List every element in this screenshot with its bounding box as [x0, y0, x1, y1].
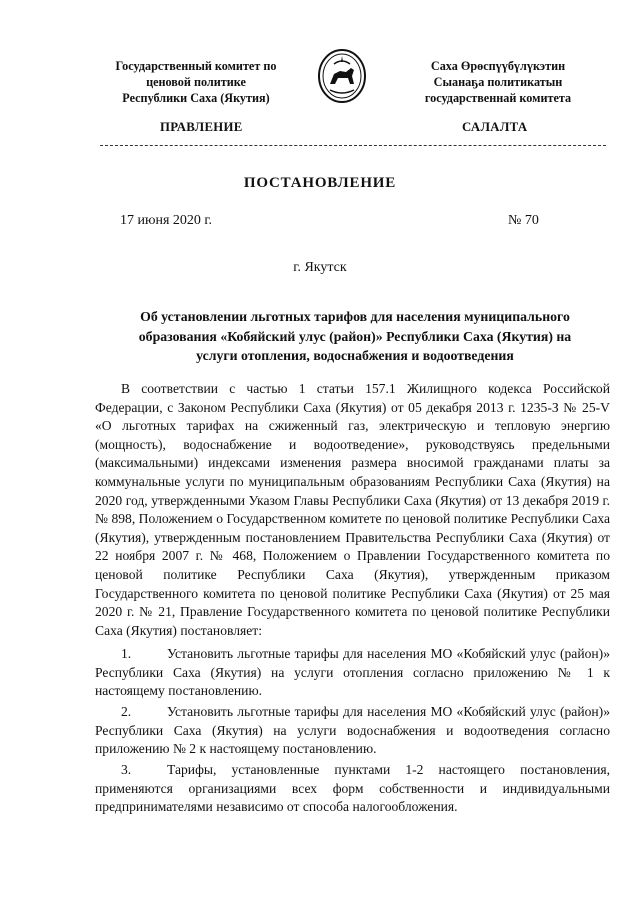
- header-right-line: государственнай комитета: [424, 91, 572, 105]
- header-divider: [100, 145, 606, 146]
- header-right-line: Саха Өрөспүүбүлүкэтин: [430, 59, 566, 73]
- item-number: 2.: [121, 704, 132, 719]
- preamble-paragraph: [95, 380, 610, 640]
- document-number: № 70: [508, 213, 539, 228]
- dept-label-right: САЛАЛТА: [462, 120, 528, 134]
- header-left-line: Государственный комитет по: [115, 59, 277, 73]
- document-title: [100, 307, 610, 366]
- title-line: услуги отопления, водоснабжения и водоотведения: [196, 348, 514, 363]
- item-text: Тарифы, установленные пунктами 1-2 настоящего постановления, применяются организациями всех форм собственности и индивидуальными предпринимателями независимо от способа налогообложения.: [95, 762, 610, 815]
- preamble-text: В соответствии с частью 1 статьи 157.1 Жилищного кодекса Российской Федерации, с Законом Республики Саха (Якутия) от 05 декабря 2013 г. 1235-З № 25-V «О льготных тарифах на сжиженный газ, электрическую и тепловую энергию (мощность), водоснабжение и водоотведение», руководствуясь предельными (максимальными) индексами изменения размера вносимой гражданами платы за коммунальные услуги по муниципальным образованиям Республики Саха (Якутия) на 2020 год, утвержденными Указом Главы Республики Саха (Якутия) от 13 декабря 2019 г. № 898, Положением о Государственном комитете по ценовой политике Республики Саха (Якутия), утвержденным постановлением Правительства Республики Саха (Якутия) от 22 ноября 2007 г. № 468, Положением о Правлении Государственного комитета по ценовой политике Республики Саха (Якутия), утвержденным приказом Государственного комитета по ценовой политике Республики Саха (Якутия) от 25 мая 2020 г. № 21, Правление Государственного комитета по ценовой политике Республики Саха (Якутия) постановляет:: [95, 381, 610, 638]
- title-line: Об установлении льготных тарифов для населения муниципального: [140, 309, 570, 324]
- list-item: [95, 645, 610, 701]
- list-item: [95, 703, 610, 759]
- dept-label-left: ПРАВЛЕНИЕ: [160, 120, 243, 134]
- header-left-line: ценовой политике: [146, 75, 246, 89]
- title-line: образования «Кобяйский улус (район)» Республики Саха (Якутия) на: [138, 328, 572, 344]
- item-number: 3.: [121, 762, 132, 777]
- document-type: ПОСТАНОВЛЕНИЕ: [243, 175, 397, 191]
- document-city: г. Якутск: [293, 260, 347, 275]
- document-date: 17 июня 2020 г.: [120, 213, 213, 228]
- header-right-line: Сыанаҕа политикатын: [433, 75, 563, 89]
- header-left-line: Республики Саха (Якутия): [122, 91, 270, 105]
- list-item: [95, 761, 610, 817]
- item-number: 1.: [121, 646, 132, 661]
- item-text: Установить льготные тарифы для населения МО «Кобяйский улус (район)» Республики Саха (Якутия) на услуги отопления согласно приложению № 1 к настоящему постановлению.: [95, 646, 610, 699]
- header-right-org: [398, 58, 598, 106]
- header-left-org: [98, 58, 294, 106]
- item-text: Установить льготные тарифы для населения МО «Кобяйский улус (район)» Республики Саха (Якутия) на услуги водоснабжения и водоотведения согласно приложению № 2 к настоящему постановлению.: [95, 704, 610, 757]
- coat-of-arms-sakha-icon: [316, 46, 368, 104]
